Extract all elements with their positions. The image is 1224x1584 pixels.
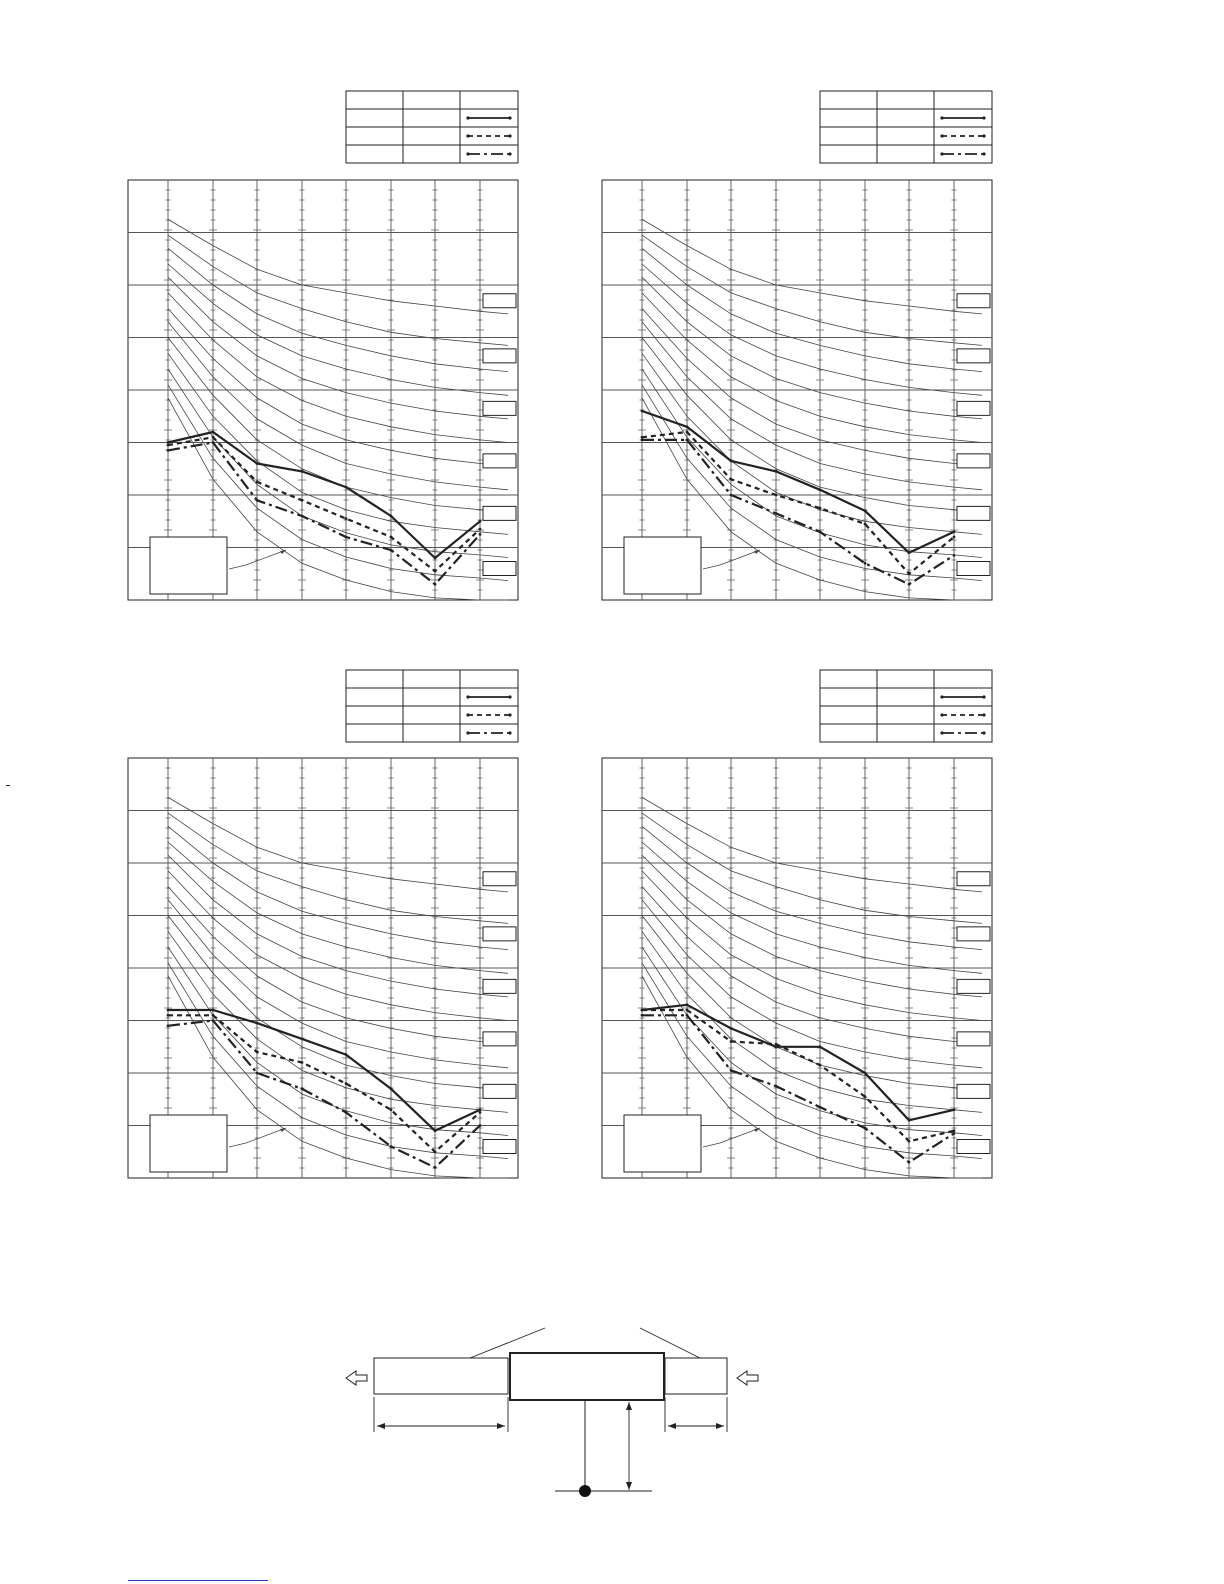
nc-curve-4 bbox=[642, 842, 982, 973]
series-point bbox=[479, 533, 482, 536]
series-point bbox=[256, 1072, 259, 1075]
curve-label-box bbox=[483, 1032, 516, 1046]
series-point bbox=[479, 520, 482, 523]
series-point bbox=[775, 512, 778, 515]
legend-swatch-dot bbox=[466, 134, 469, 137]
curve-label-box bbox=[957, 1084, 990, 1098]
callout-arrowhead bbox=[280, 550, 286, 554]
legend-swatch-dot bbox=[940, 731, 943, 734]
legend-swatch-dot bbox=[982, 116, 985, 119]
chart-panel-1 bbox=[128, 91, 518, 600]
callout-box bbox=[624, 537, 701, 594]
series-point bbox=[167, 1009, 170, 1012]
series-point bbox=[256, 499, 259, 502]
series-point bbox=[953, 1129, 956, 1132]
series-point bbox=[953, 530, 956, 533]
series-point bbox=[864, 1072, 867, 1075]
microphone-icon bbox=[579, 1485, 591, 1497]
legend-swatch-dot bbox=[508, 731, 511, 734]
legend-swatch-dot bbox=[508, 116, 511, 119]
legend-swatch-dot bbox=[940, 695, 943, 698]
hollow-arrow-left-icon bbox=[737, 1371, 758, 1385]
nc-curve-3 bbox=[168, 826, 508, 949]
chart-panel-3 bbox=[128, 670, 518, 1178]
series-point bbox=[434, 1150, 437, 1153]
nc-curve-1 bbox=[642, 219, 982, 314]
callout-leader bbox=[229, 550, 286, 569]
nc-curve-3 bbox=[642, 826, 982, 949]
series-point bbox=[819, 530, 822, 533]
series-point bbox=[256, 1022, 259, 1025]
nc-curve-4 bbox=[168, 264, 508, 395]
series-point bbox=[212, 441, 215, 444]
nc-curve-5 bbox=[168, 277, 508, 419]
legend-swatch-dot bbox=[466, 116, 469, 119]
series-point bbox=[345, 536, 348, 539]
curve-label-box bbox=[483, 401, 516, 415]
series-point bbox=[390, 1145, 393, 1148]
nc-curve-1 bbox=[168, 797, 508, 892]
legend-swatch-dot bbox=[508, 713, 511, 716]
nc-curve-6 bbox=[642, 293, 982, 443]
series-point bbox=[390, 536, 393, 539]
curve-label-box bbox=[483, 454, 516, 468]
curve-label-box bbox=[957, 294, 990, 308]
series-point bbox=[730, 494, 733, 497]
series-point bbox=[212, 1019, 215, 1022]
nc-curve-6 bbox=[168, 871, 508, 1021]
nc-curve-6 bbox=[168, 293, 508, 443]
legend-swatch-dot bbox=[982, 695, 985, 698]
series-point bbox=[167, 444, 170, 447]
legend-swatch-dot bbox=[940, 713, 943, 716]
series-point bbox=[212, 436, 215, 439]
legend-swatch-dot bbox=[982, 152, 985, 155]
series-point bbox=[212, 1014, 215, 1017]
series-point bbox=[301, 1061, 304, 1064]
nc-curve-6 bbox=[642, 871, 982, 1021]
callout-arrowhead bbox=[280, 1128, 286, 1132]
page-edge-mark bbox=[6, 785, 10, 786]
series-point bbox=[345, 1053, 348, 1056]
curve-label-box bbox=[483, 1140, 516, 1154]
series-point bbox=[864, 1095, 867, 1098]
series-point bbox=[953, 536, 956, 539]
series-point bbox=[345, 1111, 348, 1114]
callout-leader bbox=[229, 1128, 286, 1147]
callout-arrowhead bbox=[754, 1128, 760, 1132]
outlet-duct bbox=[374, 1358, 508, 1394]
series-point bbox=[641, 1009, 644, 1012]
curve-label-box bbox=[957, 454, 990, 468]
curve-label-box bbox=[483, 927, 516, 941]
series-point bbox=[775, 1043, 778, 1046]
legend-swatch-dot bbox=[940, 134, 943, 137]
legend-swatch-dot bbox=[466, 713, 469, 716]
callout-box bbox=[624, 1115, 701, 1172]
series-point bbox=[686, 425, 689, 428]
legend-table bbox=[820, 670, 992, 742]
curve-label-box bbox=[483, 562, 516, 576]
curve-label-box bbox=[483, 979, 516, 993]
series-point bbox=[819, 1045, 822, 1048]
curve-label-box bbox=[957, 401, 990, 415]
curve-label-box bbox=[957, 979, 990, 993]
series-line-solid bbox=[642, 1005, 954, 1121]
series-point bbox=[641, 410, 644, 413]
series-point bbox=[479, 1111, 482, 1114]
series-point bbox=[864, 522, 867, 525]
nc-curve-5 bbox=[168, 855, 508, 997]
series-point bbox=[390, 549, 393, 552]
series-point bbox=[641, 438, 644, 441]
series-point bbox=[256, 462, 259, 465]
curve-label-box bbox=[957, 872, 990, 886]
nc-curve-3 bbox=[168, 248, 508, 371]
series-point bbox=[730, 1040, 733, 1043]
inlet-duct bbox=[665, 1358, 727, 1394]
nc-curve-4 bbox=[168, 842, 508, 973]
callout-arrowhead bbox=[754, 550, 760, 554]
series-point bbox=[819, 1106, 822, 1109]
series-point bbox=[730, 459, 733, 462]
series-point bbox=[256, 480, 259, 483]
nc-curve-4 bbox=[642, 264, 982, 395]
series-point bbox=[434, 1129, 437, 1132]
series-point bbox=[686, 1003, 689, 1006]
series-point bbox=[686, 1009, 689, 1012]
legend-swatch-dot bbox=[508, 152, 511, 155]
hollow-arrow-left-icon bbox=[346, 1371, 367, 1385]
nc-curve-1 bbox=[642, 797, 982, 892]
curve-label-box bbox=[957, 506, 990, 520]
series-point bbox=[345, 486, 348, 489]
series-point bbox=[434, 583, 437, 586]
series-point bbox=[730, 1069, 733, 1072]
nc-curve-2 bbox=[168, 813, 508, 923]
series-point bbox=[390, 515, 393, 518]
legend-swatch-dot bbox=[982, 134, 985, 137]
series-point bbox=[908, 1140, 911, 1143]
series-point bbox=[167, 1014, 170, 1017]
legend-swatch-dot bbox=[982, 731, 985, 734]
nc-curve-2 bbox=[642, 813, 982, 923]
nc-curve-1 bbox=[168, 219, 508, 314]
series-point bbox=[212, 431, 215, 434]
series-point bbox=[479, 528, 482, 531]
chart-panel-2 bbox=[602, 91, 992, 600]
series-point bbox=[301, 1087, 304, 1090]
series-point bbox=[775, 1085, 778, 1088]
series-point bbox=[345, 517, 348, 520]
series-point bbox=[908, 551, 911, 554]
series-point bbox=[301, 1037, 304, 1040]
legend-swatch-dot bbox=[982, 713, 985, 716]
curve-label-box bbox=[957, 1140, 990, 1154]
series-point bbox=[301, 470, 304, 473]
series-point bbox=[641, 1014, 644, 1017]
series-point bbox=[641, 436, 644, 439]
nc-curve-3 bbox=[642, 248, 982, 371]
callout-leader bbox=[703, 1128, 760, 1147]
series-point bbox=[434, 1166, 437, 1169]
legend-swatch-dot bbox=[466, 731, 469, 734]
legend-swatch-dot bbox=[940, 152, 943, 155]
series-point bbox=[953, 1132, 956, 1135]
curve-label-box bbox=[957, 1032, 990, 1046]
series-point bbox=[479, 1124, 482, 1127]
series-point bbox=[390, 1108, 393, 1111]
series-point bbox=[819, 507, 822, 510]
series-point bbox=[908, 583, 911, 586]
series-point bbox=[775, 470, 778, 473]
curve-label-box bbox=[483, 506, 516, 520]
series-point bbox=[819, 488, 822, 491]
curve-label-box bbox=[483, 1084, 516, 1098]
footer-link-rule[interactable] bbox=[128, 1580, 268, 1581]
series-point bbox=[908, 1161, 911, 1164]
chart-panel-4 bbox=[602, 670, 992, 1178]
nc-curve-2 bbox=[168, 235, 508, 345]
series-point bbox=[301, 515, 304, 518]
series-point bbox=[775, 494, 778, 497]
series-point bbox=[819, 1064, 822, 1067]
nc-curve-5 bbox=[642, 277, 982, 419]
curve-label-box bbox=[483, 349, 516, 363]
series-point bbox=[953, 1108, 956, 1111]
series-point bbox=[730, 1027, 733, 1030]
series-point bbox=[167, 1024, 170, 1027]
curve-label-box bbox=[957, 562, 990, 576]
legend-table bbox=[820, 91, 992, 163]
callout-box bbox=[150, 537, 227, 594]
series-point bbox=[686, 438, 689, 441]
nc-curve-2 bbox=[642, 235, 982, 345]
series-point bbox=[345, 1082, 348, 1085]
series-point bbox=[864, 509, 867, 512]
measurement-diagram bbox=[346, 1328, 758, 1497]
series-point bbox=[479, 1108, 482, 1111]
series-point bbox=[730, 478, 733, 481]
legend-swatch-dot bbox=[508, 134, 511, 137]
unit-body bbox=[510, 1353, 664, 1400]
series-point bbox=[212, 1009, 215, 1012]
curve-label-box bbox=[483, 872, 516, 886]
series-point bbox=[167, 449, 170, 452]
series-point bbox=[301, 499, 304, 502]
series-point bbox=[390, 1087, 393, 1090]
series-point bbox=[864, 562, 867, 565]
curve-label-box bbox=[957, 349, 990, 363]
series-point bbox=[686, 1014, 689, 1017]
series-point bbox=[167, 441, 170, 444]
series-point bbox=[953, 554, 956, 557]
nc-curve-5 bbox=[642, 855, 982, 997]
series-point bbox=[256, 1051, 259, 1054]
series-point bbox=[908, 572, 911, 575]
series-point bbox=[434, 557, 437, 560]
legend-swatch-dot bbox=[508, 695, 511, 698]
legend-table bbox=[346, 91, 518, 163]
series-point bbox=[864, 1127, 867, 1130]
legend-swatch-dot bbox=[940, 116, 943, 119]
callout-box bbox=[150, 1115, 227, 1172]
series-point bbox=[686, 431, 689, 434]
legend-table bbox=[346, 670, 518, 742]
curve-label-box bbox=[483, 294, 516, 308]
series-point bbox=[908, 1119, 911, 1122]
callout-leader bbox=[703, 550, 760, 569]
legend-swatch-dot bbox=[466, 695, 469, 698]
legend-swatch-dot bbox=[466, 152, 469, 155]
curve-label-box bbox=[957, 927, 990, 941]
series-point bbox=[434, 570, 437, 573]
